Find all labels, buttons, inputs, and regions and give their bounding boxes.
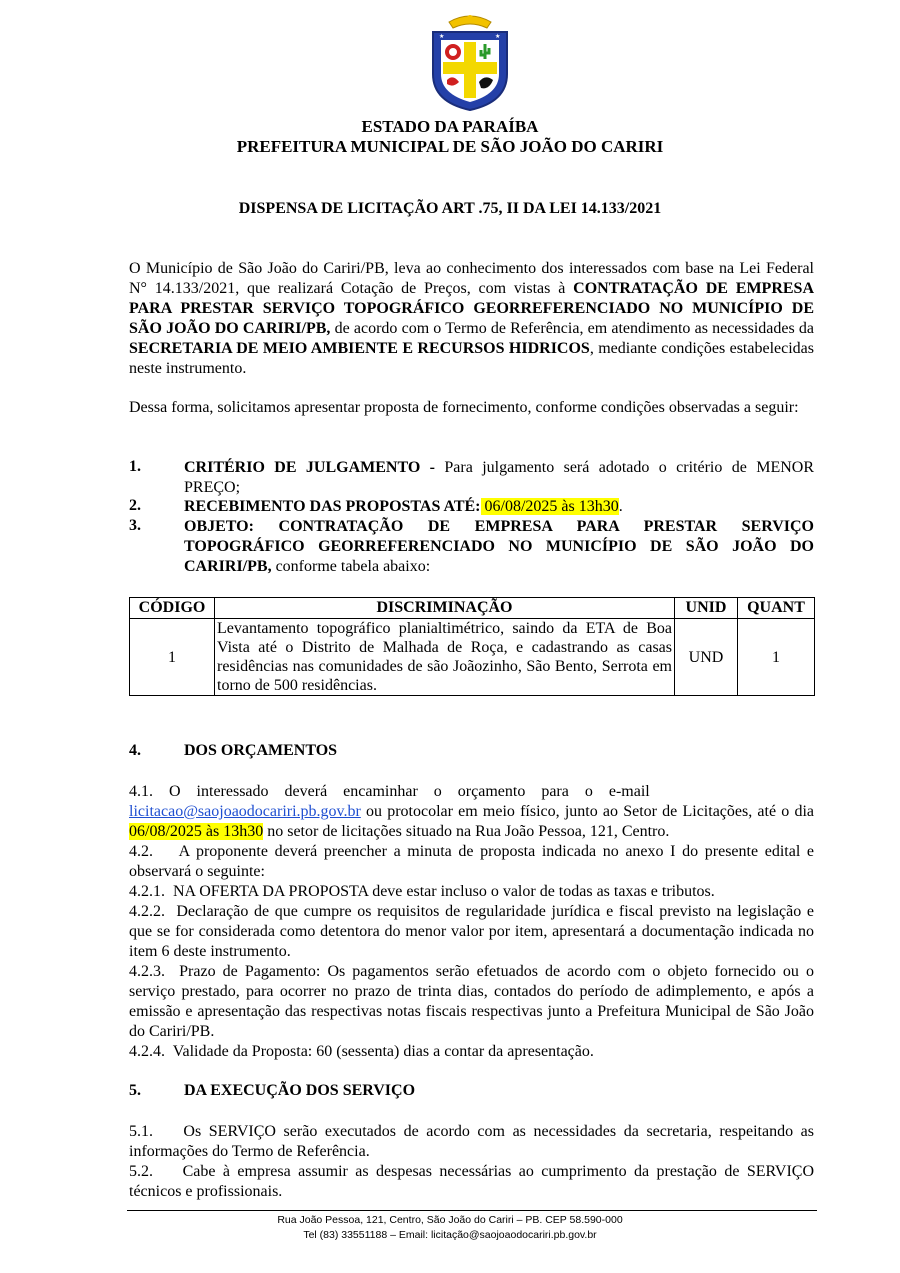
municipal-crest-icon bbox=[427, 12, 513, 112]
item-number: 3. bbox=[129, 517, 141, 534]
cell-codigo: 1 bbox=[130, 619, 215, 696]
paragraph-5-1: 5.1. Os SERVIÇO serão executados de acordo com as necessidades da secretaria, respeitando as informações do Termo de Referência. bbox=[129, 1123, 818, 1160]
paragraph-4-2-4: 4.2.4. Validade da Proposta: 60 (sessenta) dias a contar da apresentação. bbox=[129, 1043, 594, 1060]
paragraph-4-1: 4.1. O interessado deverá encaminhar o orçamento para o e-mail licitacao@saojoaodocariri.pb.gov.br ou protocolar em meio físico, junto ao Setor de Licitações, até o dia 06/08/2025 às 13h30 no setor de licitações situado na Rua João Pessoa, 121, Centro. bbox=[129, 783, 814, 840]
cell-quant: 1 bbox=[738, 619, 815, 696]
paragraph-4-2-2: 4.2.2. Declaração de que cumpre os requisitos de regularidade jurídica e fiscal previsto na legislação e que se for considerada como detentora do menor valor por item, apresentará a documentação indicada no item 6 deste instrumento. bbox=[129, 903, 818, 960]
svg-text:★: ★ bbox=[439, 34, 445, 40]
section-title: DOS ORÇAMENTOS bbox=[184, 742, 338, 759]
paragraph-4-2-3: 4.2.3. Prazo de Pagamento: Os pagamentos serão efetuados de acordo com o objeto fornecido ou o serviço prestado, para ocorrer no prazo de trinta dias, contados do período de adimplemento, e após a emissão e apresentação das respectivas notas fiscais respectivas junto a Prefeitura Municipal de São João do Cariri/PB. bbox=[129, 963, 818, 1040]
section-title: DA EXECUÇÃO DOS SERVIÇO bbox=[184, 1082, 416, 1099]
document-title: DISPENSA DE LICITAÇÃO ART .75, II DA LEI 14.133/2021 bbox=[238, 200, 662, 217]
footer-address: Rua João Pessoa, 121, Centro, São João do Cariri – PB. CEP 58.590-000 bbox=[277, 1214, 623, 1226]
cell-discriminacao: Levantamento topográfico planialtimétrico, saindo da ETA de Boa Vista até o Distrito de Malhada de Roça, e cadastrando as casas residências nas comunidades de são Joãozinho, São Bento, Serrota em torno de 500 residências. bbox=[215, 619, 675, 696]
paragraph-4-2-1: 4.2.1. NA OFERTA DA PROPOSTA deve estar incluso o valor de todas as taxas e tributos. bbox=[129, 883, 715, 900]
email-link[interactable]: licitacao@saojoaodocariri.pb.gov.br bbox=[129, 803, 361, 820]
state-heading: ESTADO DA PARAÍBA bbox=[361, 117, 539, 136]
table-row bbox=[130, 619, 815, 696]
col-header-discriminacao: DISCRIMINAÇÃO bbox=[215, 598, 675, 619]
list-item: CRITÉRIO DE JULGAMENTO - Para julgamento será adotado o critério de MENOR PREÇO; bbox=[184, 459, 815, 496]
list-item: OBJETO: CONTRATAÇÃO DE EMPRESA PARA PRESTAR SERVIÇO TOPOGRÁFICO GEORREFERENCIADO NO MUNICÍPIO DE SÃO JOÃO DO CARIRI/PB, conforme tabela abaixo: bbox=[184, 518, 814, 575]
request-paragraph: Dessa forma, solicitamos apresentar proposta de fornecimento, conforme condições observadas a seguir: bbox=[129, 399, 799, 416]
table-header-row bbox=[130, 598, 815, 619]
item-number: 1. bbox=[129, 458, 141, 475]
col-header-quant: QUANT bbox=[738, 598, 815, 619]
city-heading: PREFEITURA MUNICIPAL DE SÃO JOÃO DO CARIRI bbox=[236, 137, 664, 156]
intro-paragraph: O Município de São João do Cariri/PB, leva ao conhecimento dos interessados com base na Lei Federal N° 14.133/2021, que realizará Cotação de Preços, com vistas à CONTRATAÇÃO DE EMPRESA PARA PRESTAR SERVIÇO TOPOGRÁFICO GEORREFERENCIADO NO MUNICÍPIO DE SÃO JOÃO DO CARIRI/PB, de acordo com o Termo de Referência, em atendimento as necessidades da SECRETARIA DE MEIO AMBIENTE E RECURSOS HIDRICOS, mediante condições estabelecidas neste instrumento. bbox=[129, 260, 815, 377]
svg-text:★: ★ bbox=[495, 34, 501, 40]
paragraph-4-2: 4.2. A proponente deverá preencher a minuta de proposta indicada no anexo I do presente edital e observará o seguinte: bbox=[129, 843, 818, 880]
paragraph-5-2: 5.2. Cabe à empresa assumir as despesas necessárias ao cumprimento da prestação de SERVIÇO técnicos e profissionais. bbox=[129, 1163, 818, 1200]
section-number: 5. bbox=[129, 1082, 141, 1099]
footer-contact: Tel (83) 33551188 – Email: licitação@saojoaodocariri.pb.gov.br bbox=[303, 1229, 597, 1241]
footer-divider bbox=[127, 1210, 817, 1211]
item-number: 2. bbox=[129, 497, 141, 514]
list-item: RECEBIMENTO DAS PROPOSTAS ATÉ: 06/08/2025 às 13h30. bbox=[184, 498, 623, 515]
col-header-codigo: CÓDIGO bbox=[130, 598, 215, 619]
items-table bbox=[129, 597, 815, 696]
cell-unid: UND bbox=[675, 619, 738, 696]
col-header-unid: UNID bbox=[675, 598, 738, 619]
section-number: 4. bbox=[129, 742, 141, 759]
